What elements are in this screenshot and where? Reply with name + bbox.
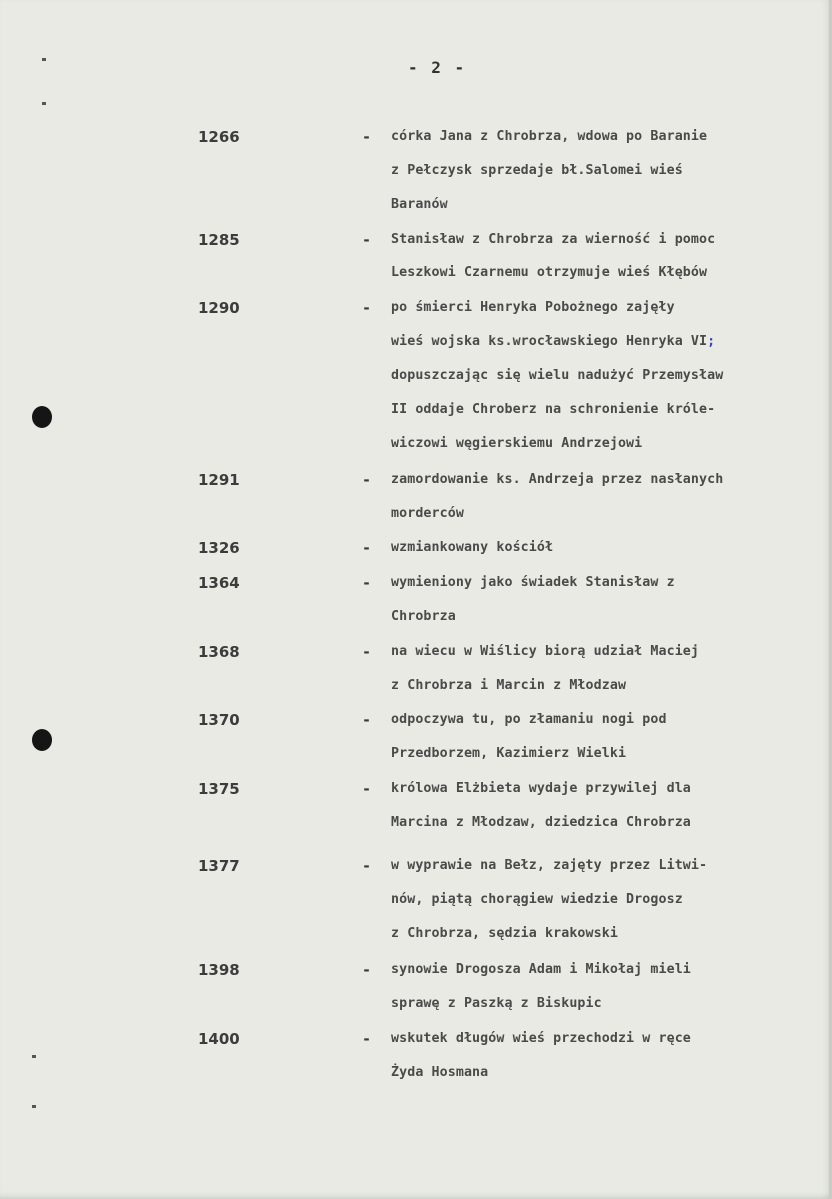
entry-dash: - <box>362 299 372 317</box>
entry-line: Baranów <box>391 197 448 212</box>
entry-line: wzmiankowany kościół <box>391 540 554 555</box>
entry-dash: - <box>362 471 372 489</box>
entry-line: Marcina z Młodzaw, dziedzica Chrobrza <box>391 815 691 830</box>
entry-line: wskutek długów wieś przechodzi w ręce <box>391 1031 691 1046</box>
entry-line: sprawę z Paszką z Biskupic <box>391 996 602 1011</box>
entry-line <box>391 334 715 349</box>
entry-year: 1368 <box>198 643 240 661</box>
entry-dash: - <box>362 231 372 249</box>
entry-line: po śmierci Henryka Pobożnego zajęły <box>391 300 675 315</box>
entry-dash: - <box>362 1030 372 1048</box>
entry-line: wymieniony jako świadek Stanisław z <box>391 575 675 590</box>
entry-dash: - <box>362 780 372 798</box>
handwritten-semicolon: ; <box>707 334 716 349</box>
entry-dash: - <box>362 643 372 661</box>
margin-mark <box>42 102 46 105</box>
entry-year: 1326 <box>198 539 240 557</box>
entry-dash: - <box>362 711 372 729</box>
entry-line: II oddaje Chroberz na schronienie króle- <box>391 402 716 417</box>
margin-mark <box>42 58 46 61</box>
entry-line: z Chrobrza, sędzia krakowski <box>391 926 618 941</box>
entry-line-text: wieś wojska ks.wrocławskiego Henryka VI <box>391 334 708 349</box>
entry-year: 1400 <box>198 1030 240 1048</box>
entry-year: 1364 <box>198 574 240 592</box>
entry-dash: - <box>362 857 372 875</box>
margin-mark <box>32 1055 36 1058</box>
entry-line: dopuszczając się wielu nadużyć Przemysław <box>391 368 724 383</box>
punch-hole-upper <box>32 406 52 428</box>
punch-hole-lower <box>32 729 52 751</box>
entry-line: zamordowanie ks. Andrzeja przez nasłanych <box>391 472 724 487</box>
entry-line: nów, piątą chorągiew wiedzie Drogosz <box>391 892 683 907</box>
entry-year: 1290 <box>198 299 240 317</box>
entry-year: 1375 <box>198 780 240 798</box>
entry-line: Przedborzem, Kazimierz Wielki <box>391 746 627 761</box>
entry-line: z Chrobrza i Marcin z Młodzaw <box>391 678 627 693</box>
entry-line: Leszkowi Czarnemu otrzymuje wieś Kłębów <box>391 265 708 280</box>
entry-line: na wiecu w Wiślicy biorą udział Maciej <box>391 644 700 659</box>
entry-year: 1291 <box>198 471 240 489</box>
entry-dash: - <box>362 539 372 557</box>
entry-line: odpoczywa tu, po złamaniu nogi pod <box>391 712 667 727</box>
entry-dash: - <box>362 574 372 592</box>
entry-line: synowie Drogosza Adam i Mikołaj mieli <box>391 962 691 977</box>
entry-line: Żyda Hosmana <box>391 1065 489 1080</box>
entry-line: morderców <box>391 506 464 521</box>
entry-dash: - <box>362 961 372 979</box>
entry-year: 1377 <box>198 857 240 875</box>
entry-year: 1266 <box>198 128 240 146</box>
entry-line: Chrobrza <box>391 609 456 624</box>
entry-line: wiczowi węgierskiemu Andrzejowi <box>391 436 643 451</box>
entry-line: Stanisław z Chrobrza za wierność i pomoc <box>391 232 716 247</box>
entry-year: 1370 <box>198 711 240 729</box>
entry-year: 1398 <box>198 961 240 979</box>
page-number: - 2 - <box>408 58 467 77</box>
entry-line: w wyprawie na Bełz, zajęty przez Litwi- <box>391 858 708 873</box>
margin-mark <box>32 1105 36 1108</box>
entry-year: 1285 <box>198 231 240 249</box>
entry-dash: - <box>362 128 372 146</box>
entry-line: z Pełczysk sprzedaje bł.Salomei wieś <box>391 163 683 178</box>
entry-line: królowa Elżbieta wydaje przywilej dla <box>391 781 691 796</box>
entry-line: córka Jana z Chrobrza, wdowa po Baranie <box>391 129 708 144</box>
